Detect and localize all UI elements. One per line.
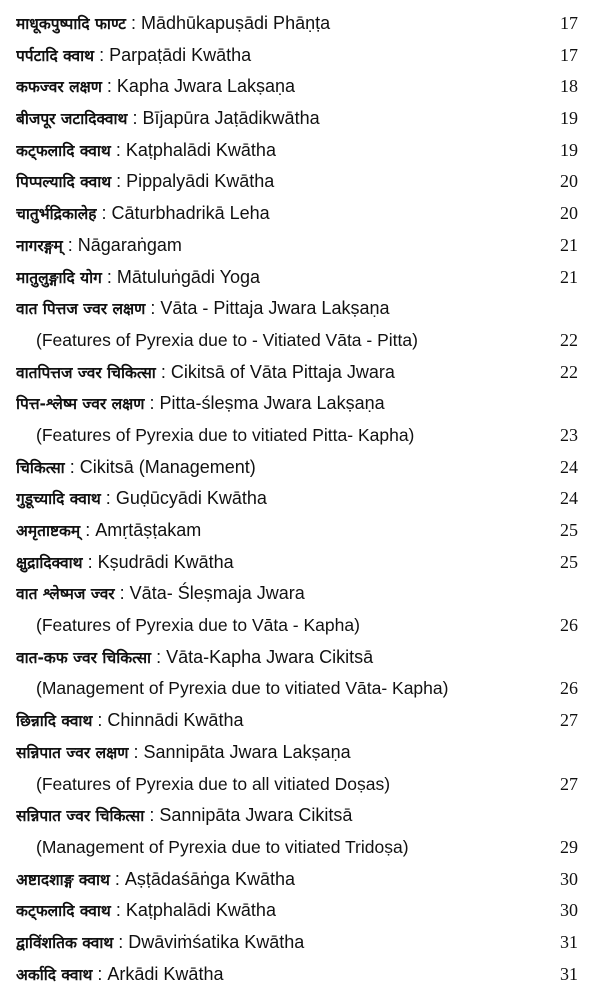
toc-entry bbox=[16, 895, 584, 927]
toc-entry-heading bbox=[16, 8, 524, 40]
transliterated-title: Cāturbhadrikā Leha bbox=[111, 203, 270, 224]
toc-entry bbox=[16, 40, 584, 72]
sanskrit-heading: सन्निपात ज्वर लक्षण bbox=[16, 743, 129, 762]
toc-entry bbox=[16, 642, 584, 705]
separator-colon: : bbox=[127, 108, 143, 129]
toc-entry bbox=[16, 135, 584, 167]
page-number: 22 bbox=[560, 361, 578, 382]
separator-colon: : bbox=[64, 456, 80, 477]
transliterated-title: Mātuluṅgādi Yoga bbox=[116, 266, 260, 287]
separator-colon: : bbox=[100, 488, 116, 509]
toc-entry bbox=[16, 515, 584, 547]
separator-colon: : bbox=[96, 203, 112, 224]
transliterated-title: Guḍūcyādi Kwātha bbox=[115, 488, 267, 509]
transliterated-title: Cikitsā (Management) bbox=[79, 456, 256, 477]
page-number: 31 bbox=[560, 932, 578, 953]
separator-colon: : bbox=[155, 361, 171, 382]
toc-entry bbox=[16, 483, 584, 515]
transliterated-title: Dwāviṁśatika Kwātha bbox=[128, 932, 305, 953]
separator-colon: : bbox=[151, 646, 167, 667]
toc-entry bbox=[16, 262, 584, 294]
separator-colon: : bbox=[113, 932, 129, 953]
toc-entry-heading bbox=[16, 642, 524, 674]
sanskrit-heading: मातुलुङ्गादि योग bbox=[16, 268, 102, 287]
transliterated-title: Vāta - Pittaja Jwara Lakṣaṇa bbox=[160, 298, 390, 319]
page-number: 21 bbox=[560, 234, 578, 255]
page-number: 19 bbox=[560, 108, 578, 129]
entry-subtitle: (Features of Pyrexia due to vitiated Pitta- Kapha) bbox=[36, 424, 415, 445]
separator-colon: : bbox=[144, 805, 160, 826]
page-number: 29 bbox=[560, 836, 578, 857]
toc-entry-heading bbox=[16, 895, 524, 927]
toc-entry bbox=[16, 198, 584, 230]
toc-entry-heading bbox=[16, 483, 524, 515]
separator-colon: : bbox=[144, 393, 160, 414]
toc-entry bbox=[16, 864, 584, 896]
transliterated-title: Chinnādi Kwātha bbox=[107, 710, 244, 731]
toc-entry-heading bbox=[16, 547, 524, 579]
sanskrit-heading: क्षुद्रादिक्वाथ bbox=[16, 553, 83, 572]
toc-entry bbox=[16, 959, 584, 990]
page-number: 17 bbox=[560, 44, 578, 65]
sanskrit-heading: अष्टादशाङ्ग क्वाथ bbox=[16, 870, 110, 889]
toc-entry-heading bbox=[16, 515, 524, 547]
transliterated-title: Pitta-śleṣma Jwara Lakṣaṇa bbox=[159, 393, 385, 414]
toc-entry-heading bbox=[16, 800, 524, 832]
transliterated-title: Pippalyādi Kwātha bbox=[126, 171, 275, 192]
page-number: 24 bbox=[560, 456, 578, 477]
toc-entry-heading bbox=[16, 135, 524, 167]
sanskrit-heading: पित्त-श्लेष्म ज्वर लक्षण bbox=[16, 395, 145, 414]
transliterated-title: Kaṭphalādi Kwātha bbox=[125, 900, 276, 921]
sanskrit-heading: सन्निपात ज्वर चिकित्सा bbox=[16, 807, 145, 826]
sanskrit-heading: पिप्पल्यादि क्वाथ bbox=[16, 173, 112, 192]
page-number: 31 bbox=[560, 963, 578, 984]
toc-entry-heading bbox=[16, 452, 524, 484]
separator-colon: : bbox=[110, 139, 126, 160]
transliterated-title: Kapha Jwara Lakṣaṇa bbox=[116, 76, 296, 97]
page-number: 30 bbox=[560, 900, 578, 921]
separator-colon: : bbox=[80, 520, 96, 541]
page-number: 26 bbox=[560, 615, 578, 636]
table-of-contents bbox=[16, 8, 584, 990]
toc-entry-heading bbox=[16, 388, 524, 420]
sanskrit-heading: वात श्लेष्मज ज्वर bbox=[16, 585, 115, 604]
sanskrit-heading: द्वाविंशतिक क्वाथ bbox=[16, 934, 114, 953]
sanskrit-heading: अमृताष्टकम् bbox=[16, 522, 81, 541]
toc-entry bbox=[16, 737, 584, 800]
separator-colon: : bbox=[109, 868, 125, 889]
entry-subtitle: (Features of Pyrexia due to Vāta - Kapha) bbox=[36, 615, 360, 636]
transliterated-title: Amṛtāṣṭakam bbox=[95, 520, 202, 541]
toc-entry bbox=[16, 293, 584, 356]
page-number: 19 bbox=[560, 139, 578, 160]
transliterated-title: Arkādi Kwātha bbox=[107, 963, 224, 984]
separator-colon: : bbox=[62, 234, 78, 255]
separator-colon: : bbox=[145, 298, 161, 319]
toc-entry-heading bbox=[16, 578, 524, 610]
page-number: 23 bbox=[560, 424, 578, 445]
transliterated-title: Kṣudrādi Kwātha bbox=[97, 551, 234, 572]
entry-subtitle: (Features of Pyrexia due to all vitiated Doṣas) bbox=[36, 773, 391, 794]
separator-colon: : bbox=[128, 741, 144, 762]
page-number: 20 bbox=[560, 203, 578, 224]
sanskrit-heading: अर्कादि क्वाथ bbox=[16, 965, 93, 984]
transliterated-title: Parpaṭādi Kwātha bbox=[109, 44, 252, 65]
toc-entry bbox=[16, 103, 584, 135]
sanskrit-heading: पर्पटादि क्वाथ bbox=[16, 46, 95, 65]
page-number: 18 bbox=[560, 76, 578, 97]
transliterated-title: Sannipāta Jwara Lakṣaṇa bbox=[143, 741, 351, 762]
separator-colon: : bbox=[92, 963, 108, 984]
separator-colon: : bbox=[101, 266, 117, 287]
entry-subtitle: (Management of Pyrexia due to vitiated Vāta- Kapha) bbox=[36, 678, 449, 699]
page-number: 20 bbox=[560, 171, 578, 192]
transliterated-title: Kaṭphalādi Kwātha bbox=[125, 139, 276, 160]
toc-entry bbox=[16, 8, 584, 40]
toc-entry bbox=[16, 705, 584, 737]
sanskrit-heading: कफज्वर लक्षण bbox=[16, 78, 102, 97]
toc-entry-heading bbox=[16, 230, 524, 262]
toc-entry bbox=[16, 547, 584, 579]
sanskrit-heading: माधूकपुष्पादि फाण्ट bbox=[16, 15, 126, 33]
toc-entry-heading bbox=[16, 293, 524, 325]
page-number: 30 bbox=[560, 868, 578, 889]
toc-entry bbox=[16, 230, 584, 262]
toc-entry-heading bbox=[16, 40, 524, 72]
separator-colon: : bbox=[82, 551, 98, 572]
sanskrit-heading: कट्फलादि क्वाथ bbox=[16, 902, 111, 921]
separator-colon: : bbox=[94, 44, 110, 65]
toc-entry-heading bbox=[16, 737, 524, 769]
transliterated-title: Bījapūra Jaṭādikwātha bbox=[142, 108, 320, 129]
toc-entry-heading bbox=[16, 357, 524, 389]
toc-entry bbox=[16, 71, 584, 103]
separator-colon: : bbox=[92, 710, 108, 731]
toc-entry bbox=[16, 800, 584, 863]
sanskrit-heading: गुडूच्यादि क्वाथ bbox=[16, 490, 101, 509]
page-number: 17 bbox=[560, 13, 578, 33]
toc-entry-heading bbox=[16, 198, 524, 230]
transliterated-title: Vāta- Śleṣmaja Jwara bbox=[129, 583, 305, 604]
sanskrit-heading: नागरङ्गम् bbox=[16, 236, 63, 255]
transliterated-title: Vāta-Kapha Jwara Cikitsā bbox=[166, 646, 374, 667]
separator-colon: : bbox=[101, 76, 117, 97]
page-number: 24 bbox=[560, 488, 578, 509]
page-number: 27 bbox=[560, 710, 578, 731]
sanskrit-heading: वातपित्तज ज्वर चिकित्सा bbox=[16, 363, 156, 382]
sanskrit-heading: चातुर्भद्रिकालेह bbox=[16, 205, 97, 224]
page-number: 25 bbox=[560, 520, 578, 541]
transliterated-title: Aṣṭādaśāṅga Kwātha bbox=[124, 868, 296, 889]
toc-entry-heading bbox=[16, 927, 524, 959]
toc-entry bbox=[16, 927, 584, 959]
toc-entry-heading bbox=[16, 166, 524, 198]
sanskrit-heading: कट्फलादि क्वाथ bbox=[16, 141, 111, 160]
sanskrit-heading: वात-कफ ज्वर चिकित्सा bbox=[16, 648, 152, 667]
toc-entry bbox=[16, 166, 584, 198]
page-number: 25 bbox=[560, 551, 578, 572]
toc-entry bbox=[16, 452, 584, 484]
toc-entry-heading bbox=[16, 705, 524, 737]
toc-entry-heading bbox=[16, 959, 524, 990]
sanskrit-heading: चिकित्सा bbox=[16, 458, 65, 477]
page-number: 21 bbox=[560, 266, 578, 287]
toc-entry bbox=[16, 578, 584, 641]
toc-entry bbox=[16, 357, 584, 389]
separator-colon: : bbox=[125, 13, 141, 33]
page-number: 26 bbox=[560, 678, 578, 699]
entry-subtitle: (Features of Pyrexia due to - Vitiated Vāta - Pitta) bbox=[36, 329, 418, 350]
toc-entry-heading bbox=[16, 103, 524, 135]
sanskrit-heading: बीजपूर जटादिक्वाथ bbox=[16, 110, 128, 129]
separator-colon: : bbox=[111, 171, 127, 192]
toc-entry-heading bbox=[16, 262, 524, 294]
toc-entry bbox=[16, 388, 584, 451]
transliterated-title: Mādhūkapuṣādi Phāṇṭa bbox=[140, 13, 331, 33]
toc-entry-heading bbox=[16, 71, 524, 103]
transliterated-title: Nāgaraṅgam bbox=[77, 234, 182, 255]
separator-colon: : bbox=[114, 583, 130, 604]
transliterated-title: Sannipāta Jwara Cikitsā bbox=[159, 805, 353, 826]
page-number: 27 bbox=[560, 773, 578, 794]
transliterated-title: Cikitsā of Vāta Pittaja Jwara bbox=[170, 361, 395, 382]
separator-colon: : bbox=[110, 900, 126, 921]
entry-subtitle: (Management of Pyrexia due to vitiated Tridoṣa) bbox=[36, 836, 409, 857]
toc-entry-heading bbox=[16, 864, 524, 896]
sanskrit-heading: छिन्नादि क्वाथ bbox=[16, 712, 93, 731]
sanskrit-heading: वात पित्तज ज्वर लक्षण bbox=[16, 300, 146, 319]
page-number: 22 bbox=[560, 329, 578, 350]
